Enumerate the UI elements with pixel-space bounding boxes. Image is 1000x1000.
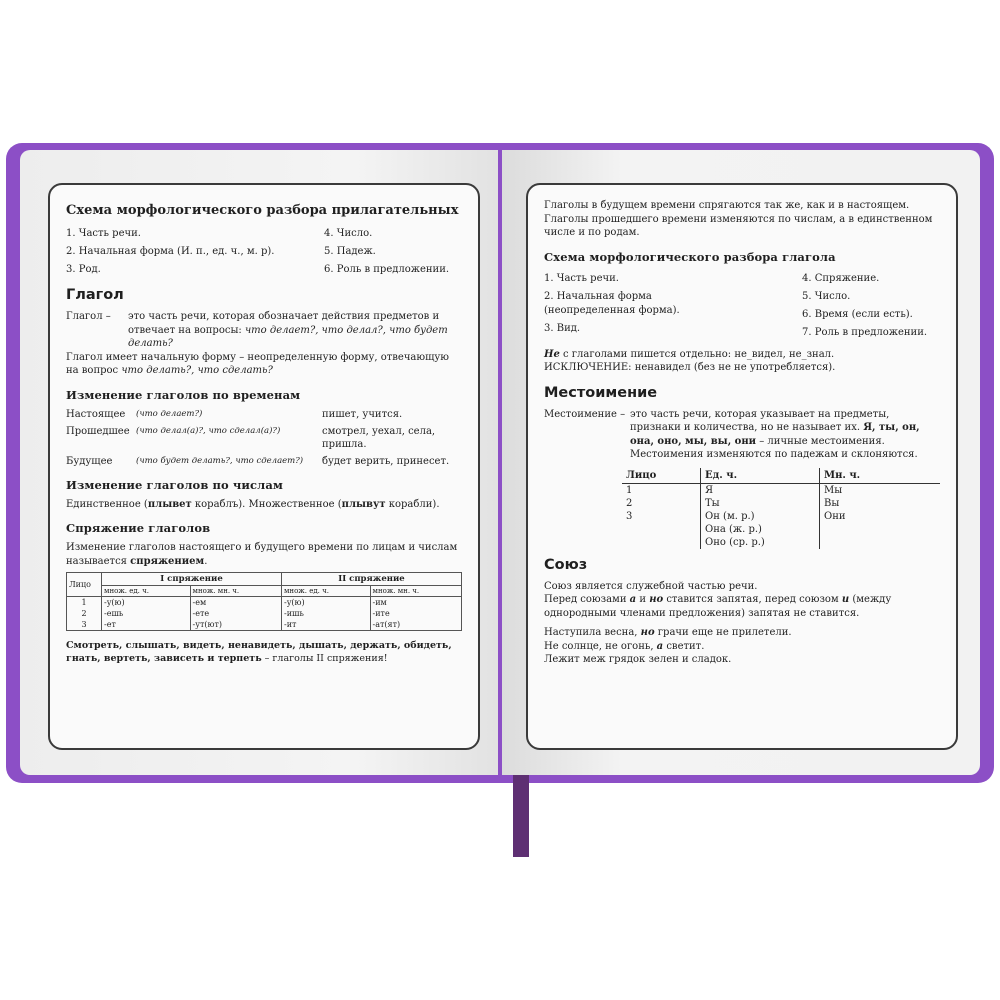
adj-scheme-row-2: 2. Начальная форма (И. п., ед. ч., м. р). 5. Падеж. <box>66 246 376 257</box>
verb-scheme-title: Схема морфологического разбора глагола <box>544 249 836 264</box>
table-row: Оно (ср. р.) <box>622 536 940 549</box>
future-tense-text: Глаголы в будущем времени спрягаются так же, как и в настоящем. Глаголы прошедшего времени изменяются по числам, а в единственном числе и по родам. <box>544 200 933 238</box>
bookmark-ribbon <box>513 775 529 857</box>
conjugation-title: Спряжение глаголов <box>66 521 211 535</box>
conjugation-table: Лицо I спряжение II спряжение множ. ед. ч. множ. мн. ч. множ. ед. ч. множ. мн. ч. 1 -у(ю) -ем -у(ю) -им 2 -ешь -ете -ишь -ите 3 -ет -ут(ют) -ит -ат(ят) <box>66 572 462 631</box>
verb-section-title: Глагол <box>66 287 124 303</box>
pronoun-change: Местоимения изменяются по падежам и склоняются. <box>630 449 918 460</box>
ne-rule: Не с глаголами пишется отдельно: не_видел, не_знал. <box>544 348 835 360</box>
verb-initial-form: Глагол имеет начальную форму – неопределенную форму, отвечающую на вопрос что делать?, что сделать? <box>66 351 449 376</box>
table-row: 1 Я Мы <box>622 483 940 497</box>
table-group-1: I спряжение <box>102 573 282 586</box>
table-row: 1 -у(ю) -ем -у(ю) -им <box>67 597 462 609</box>
adj-scheme-row-1: 1. Часть речи. 4. Число. <box>66 228 373 239</box>
union-example-1: Наступила весна, но грачи еще не прилетели. <box>544 627 792 638</box>
table-row: Она (ж. р.) <box>622 523 940 536</box>
verb-definition: Глагол – это часть речи, которая обозначает действия предметов и отвечает на вопросы: что делает?, что делал?, что будет делать? <box>66 311 448 349</box>
verb-scheme-list: 1. Часть речи. 2. Начальная форма (неопределенная форма). 3. Вид. 4. Спряжение. 5. Число. 6. Время (если есть). 7. Роль в предложении. <box>544 272 928 338</box>
adj-scheme-row-3: 3. Род. 6. Роль в предложении. <box>66 264 450 275</box>
union-example-3: Лежит меж грядок зелен и сладок. <box>544 654 732 665</box>
right-page-frame <box>526 183 958 750</box>
number-title: Изменение глаголов по числам <box>66 477 283 492</box>
pronoun-table: Лицо Ед. ч. Мн. ч. 1 Я Мы 2 Ты Вы 3 Он (м. р.) Они Она (ж. р.) Оно (ср. р.) <box>622 468 940 549</box>
table-row: 3 -ет -ут(ют) -ит -ат(ят) <box>67 619 462 631</box>
table-row: 2 Ты Вы <box>622 497 940 510</box>
tense-row: Настоящее (что делает?) пишет, учится. <box>66 408 403 420</box>
table-face-header: Лицо <box>67 573 102 597</box>
tense-row: Будущее (что будет делать?, что сделает?) будет верить, принесет. <box>66 455 450 467</box>
adj-scheme-title: Схема морфологического разбора прилагательных <box>66 203 459 218</box>
union-text-1: Союз является служебной частью речи. <box>544 580 758 592</box>
table-group-2: II спряжение <box>281 573 461 586</box>
union-example-2: Не солнце, не огонь, а светит. <box>544 640 705 652</box>
tense-title: Изменение глаголов по временам <box>66 387 301 402</box>
table-row: 2 -ешь -ете -ишь -ите <box>67 608 462 619</box>
ne-exception: ИСКЛЮЧЕНИЕ: ненавидел (без не не употребляется). <box>544 362 836 373</box>
table-row: 3 Он (м. р.) Они <box>622 510 940 523</box>
union-text-2: Перед союзами а и но ставится запятая, перед союзом и (между однородными членами предложения) запятая не ставится. <box>544 594 892 619</box>
union-title: Союз <box>544 556 588 573</box>
conjugation-exceptions: Смотреть, слышать, видеть, ненавидеть, дышать, держать, обидеть, гнать, вертеть, зависеть и терпеть – глаголы II спряжения! <box>66 640 452 664</box>
pronoun-title: Местоимение <box>544 384 658 401</box>
tense-row: Прошедшее (что делал(а)?, что сделал(а)?) смотрел, уехал, села, пришла. <box>66 425 436 450</box>
number-text: Единственное (плывет кораблъ). Множественное (плывут корабли). <box>66 498 440 510</box>
conjugation-text: Изменение глаголов настоящего и будущего времени по лицам и числам называется спряжением. <box>66 542 458 567</box>
left-page-frame <box>48 183 480 750</box>
pronoun-definition: Местоимение – это часть речи, которая указывает на предметы, признаки и количества, но не называет их. Я, ты, он, она, оно, мы, вы, они – личные местоимения. <box>544 408 920 447</box>
